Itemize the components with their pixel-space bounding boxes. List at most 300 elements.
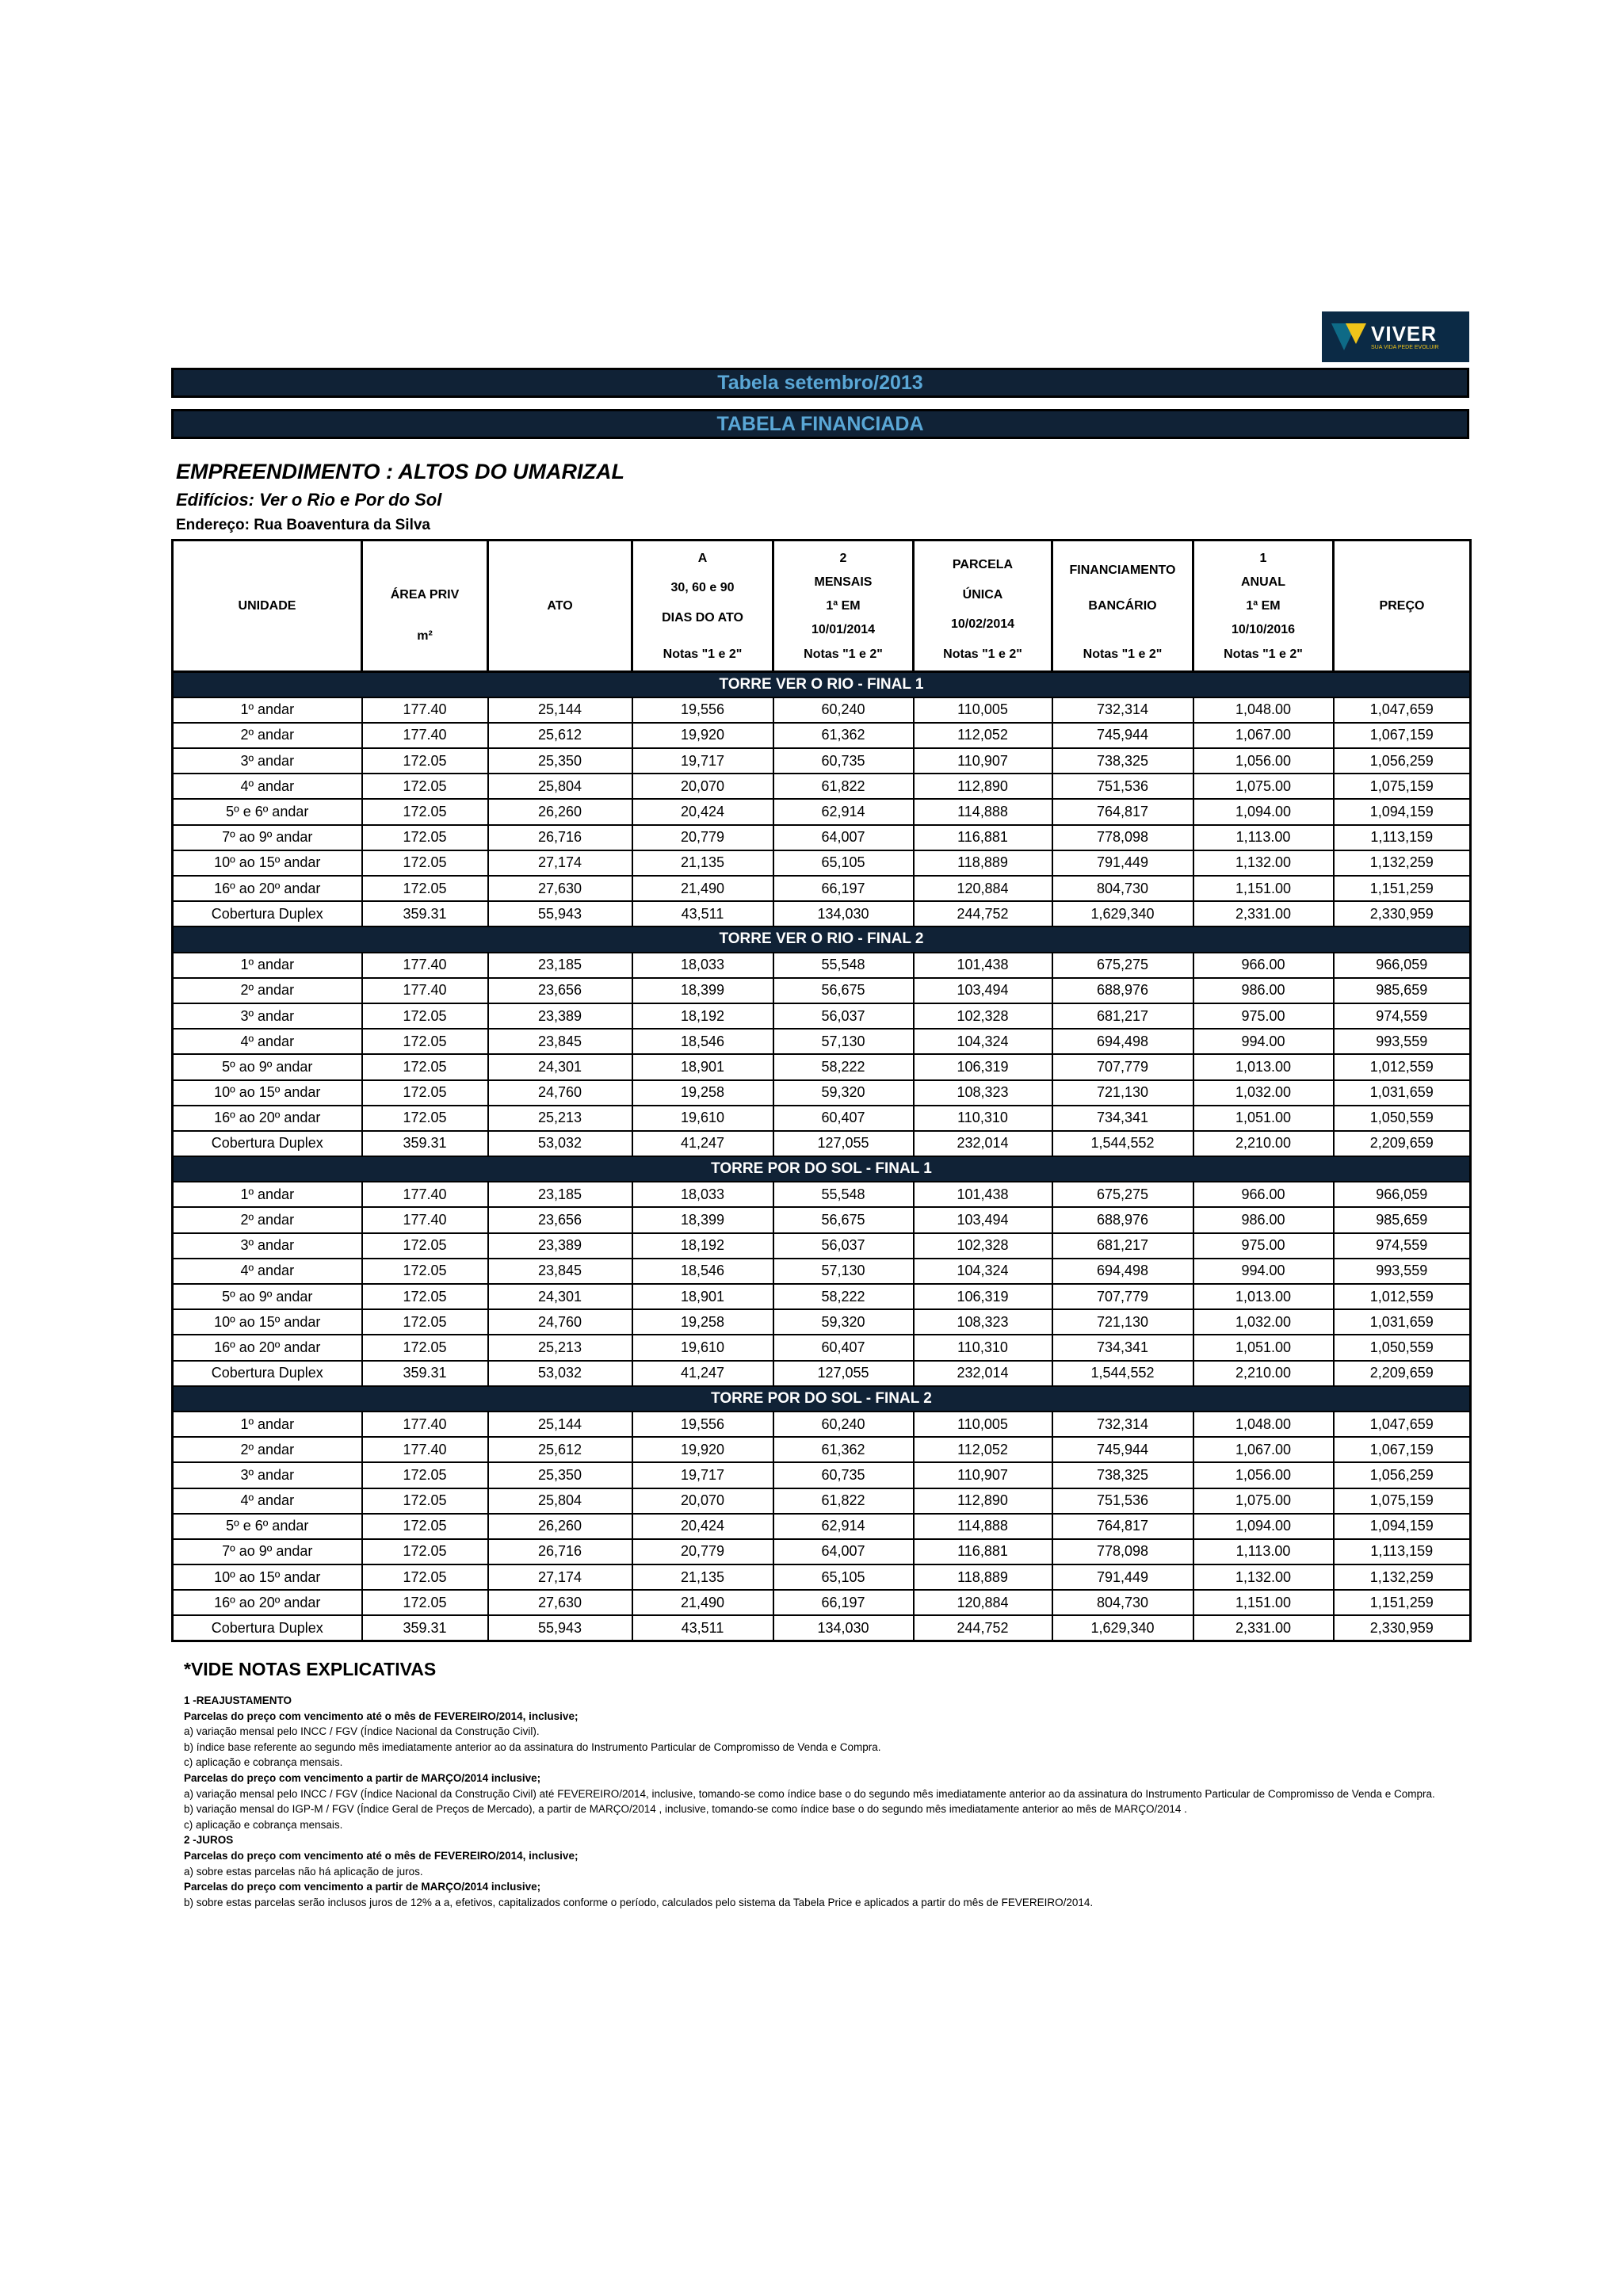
table-row: [173, 1106, 1471, 1131]
table-row: [173, 1309, 1471, 1335]
table-cell: 172.05: [362, 1539, 488, 1564]
table-cell: 61,362: [773, 1437, 914, 1462]
table-cell: 55,548: [773, 1182, 914, 1207]
table-cell: 60,407: [773, 1335, 914, 1360]
table-cell: 172.05: [362, 1309, 488, 1335]
table-cell: 106,319: [914, 1284, 1052, 1309]
table-cell: 172.05: [362, 1488, 488, 1514]
table-cell: 18,546: [632, 1029, 773, 1054]
table-cell: 10º ao 15º andar: [173, 1564, 362, 1590]
table-cell: 681,217: [1052, 1233, 1193, 1259]
table-cell: 177.40: [362, 953, 488, 978]
table-cell: 232,014: [914, 1131, 1052, 1156]
table-cell: 1,094,159: [1334, 1514, 1471, 1539]
table-cell: 359.31: [362, 901, 488, 926]
table-cell: 43,511: [632, 901, 773, 926]
table-cell: 1º andar: [173, 953, 362, 978]
section-header-row: [173, 1156, 1471, 1182]
note-line: 2 -JUROS: [184, 1834, 234, 1847]
table-cell: 16º ao 20º andar: [173, 1335, 362, 1360]
table-cell: 19,610: [632, 1106, 773, 1131]
table-cell: 18,901: [632, 1284, 773, 1309]
table-cell: 1,050,559: [1334, 1106, 1471, 1131]
table-cell: 112,052: [914, 723, 1052, 748]
table-cell: 172.05: [362, 1233, 488, 1259]
table-cell: 5º ao 9º andar: [173, 1284, 362, 1309]
table-cell: 16º ao 20º andar: [173, 876, 362, 901]
table-cell: 1,132,259: [1334, 850, 1471, 876]
table-cell: 1,544,552: [1052, 1131, 1193, 1156]
table-cell: 993,559: [1334, 1029, 1471, 1054]
table-cell: 172.05: [362, 1335, 488, 1360]
table-cell: 18,399: [632, 1207, 773, 1232]
table-row: [173, 1514, 1471, 1539]
table-cell: 60,407: [773, 1106, 914, 1131]
note-line: Parcelas do preço com vencimento até o mês de FEVEREIRO/2014, inclusive;: [184, 1710, 579, 1722]
table-cell: 55,943: [488, 1615, 632, 1641]
table-cell: 778,098: [1052, 825, 1193, 850]
table-cell: 1,094.00: [1193, 1514, 1334, 1539]
table-cell: 18,033: [632, 1182, 773, 1207]
table-row: [173, 1207, 1471, 1232]
table-cell: 25,144: [488, 697, 632, 723]
table-cell: 966,059: [1334, 953, 1471, 978]
table-cell: 19,717: [632, 748, 773, 774]
table-cell: 106,319: [914, 1054, 1052, 1079]
table-cell: 102,328: [914, 1003, 1052, 1029]
table-cell: 56,037: [773, 1003, 914, 1029]
table-cell: 1,075.00: [1193, 774, 1334, 799]
table-cell: 101,438: [914, 1182, 1052, 1207]
table-row: [173, 1182, 1471, 1207]
table-row: [173, 1003, 1471, 1029]
table-cell: 1,031,659: [1334, 1080, 1471, 1106]
table-cell: 23,656: [488, 978, 632, 1003]
table-row: [173, 723, 1471, 748]
table-cell: 110,005: [914, 1412, 1052, 1437]
col-30-60-90: A 30, 60 e 90 DIAS DO ATO Notas "1 e 2": [632, 541, 773, 672]
note-line: b) variação mensal do IGP-M / FGV (Índice Geral de Preços de Mercado), a partir de MARÇO/2014 , inclusive, tomando-se como índice base o do segundo mês imediatamente anterior ao mês de MARÇO/2014 .: [184, 1803, 1187, 1816]
table-cell: 244,752: [914, 1615, 1052, 1641]
table-cell: 5º e 6º andar: [173, 799, 362, 824]
table-cell: Cobertura Duplex: [173, 1131, 362, 1156]
col-financiamento: FINANCIAMENTO BANCÁRIO Notas "1 e 2": [1052, 541, 1193, 672]
table-cell: 25,612: [488, 723, 632, 748]
table-cell: 1,048.00: [1193, 1412, 1334, 1437]
table-cell: 23,389: [488, 1233, 632, 1259]
table-cell: 21,490: [632, 1590, 773, 1615]
table-cell: 10º ao 15º andar: [173, 1309, 362, 1335]
table-row: [173, 1462, 1471, 1488]
table-cell: 732,314: [1052, 1412, 1193, 1437]
table-cell: 25,350: [488, 748, 632, 774]
table-cell: 734,341: [1052, 1106, 1193, 1131]
table-cell: 18,901: [632, 1054, 773, 1079]
table-type-banner: TABELA FINANCIADA: [171, 409, 1469, 439]
table-cell: 681,217: [1052, 1003, 1193, 1029]
table-cell: 172.05: [362, 850, 488, 876]
table-row: [173, 1539, 1471, 1564]
table-cell: 1º andar: [173, 1412, 362, 1437]
table-cell: 2,210.00: [1193, 1361, 1334, 1386]
table-cell: 732,314: [1052, 697, 1193, 723]
note-line: a) variação mensal pelo INCC / FGV (Índice Nacional da Construção Civil) até FEVEREIRO/2014, inclusive, tomando-se como índice base o do segundo mês imediatamente anterior ao da assinatura do Instrumento Particular de Compromisso de Venda e Compra.: [184, 1787, 1435, 1800]
table-row: [173, 697, 1471, 723]
table-cell: 1,132.00: [1193, 1564, 1334, 1590]
table-cell: 177.40: [362, 723, 488, 748]
table-cell: 55,943: [488, 901, 632, 926]
table-cell: 104,324: [914, 1029, 1052, 1054]
table-cell: 1,113.00: [1193, 825, 1334, 850]
table-cell: 688,976: [1052, 1207, 1193, 1232]
table-cell: 56,037: [773, 1233, 914, 1259]
table-cell: 2,210.00: [1193, 1131, 1334, 1156]
table-cell: 19,258: [632, 1309, 773, 1335]
table-cell: 24,760: [488, 1309, 632, 1335]
table-cell: 1º andar: [173, 1182, 362, 1207]
table-cell: 65,105: [773, 850, 914, 876]
table-cell: 64,007: [773, 825, 914, 850]
table-cell: 110,310: [914, 1106, 1052, 1131]
table-cell: 16º ao 20º andar: [173, 1590, 362, 1615]
table-row: [173, 825, 1471, 850]
table-cell: 721,130: [1052, 1080, 1193, 1106]
table-cell: 7º ao 9º andar: [173, 825, 362, 850]
table-cell: 1,151.00: [1193, 876, 1334, 901]
table-cell: 20,070: [632, 1488, 773, 1514]
table-cell: 110,005: [914, 697, 1052, 723]
table-cell: 61,822: [773, 774, 914, 799]
table-cell: 2º andar: [173, 1207, 362, 1232]
table-cell: 4º andar: [173, 1488, 362, 1514]
table-cell: 27,174: [488, 1564, 632, 1590]
table-cell: 244,752: [914, 901, 1052, 926]
table-cell: 110,310: [914, 1335, 1052, 1360]
table-cell: 23,845: [488, 1259, 632, 1284]
table-cell: 177.40: [362, 1412, 488, 1437]
table-cell: 27,630: [488, 1590, 632, 1615]
table-cell: 2,330,959: [1334, 1615, 1471, 1641]
note-line: c) aplicação e cobrança mensais.: [184, 1756, 343, 1769]
table-cell: 112,890: [914, 1488, 1052, 1514]
table-cell: 25,350: [488, 1462, 632, 1488]
table-cell: 3º andar: [173, 748, 362, 774]
table-cell: 62,914: [773, 1514, 914, 1539]
table-cell: 60,735: [773, 748, 914, 774]
table-row: [173, 1335, 1471, 1360]
table-cell: 172.05: [362, 799, 488, 824]
table-cell: 41,247: [632, 1131, 773, 1156]
table-row: [173, 1131, 1471, 1156]
table-cell: 1,075,159: [1334, 774, 1471, 799]
table-cell: 1,075,159: [1334, 1488, 1471, 1514]
table-cell: 120,884: [914, 876, 1052, 901]
table-cell: 804,730: [1052, 876, 1193, 901]
table-cell: 1,067,159: [1334, 1437, 1471, 1462]
table-cell: 43,511: [632, 1615, 773, 1641]
table-cell: 172.05: [362, 748, 488, 774]
table-cell: 55,548: [773, 953, 914, 978]
table-cell: 1,013.00: [1193, 1284, 1334, 1309]
table-row: [173, 1284, 1471, 1309]
table-cell: 41,247: [632, 1361, 773, 1386]
table-cell: 27,630: [488, 876, 632, 901]
note-line: b) sobre estas parcelas serão inclusos juros de 12% a a, efetivos, capitalizados conforme o período, calculados pelo sistema da Tabela Price e aplicados a partir do mês de FEVEREIRO/2014.: [184, 1896, 1094, 1908]
table-cell: 104,324: [914, 1259, 1052, 1284]
table-cell: 112,052: [914, 1437, 1052, 1462]
table-cell: 134,030: [773, 1615, 914, 1641]
table-cell: 1,050,559: [1334, 1335, 1471, 1360]
edificios-subtitle: Edifícios: Ver o Rio e Por do Sol: [176, 490, 442, 510]
table-cell: Cobertura Duplex: [173, 901, 362, 926]
table-cell: 694,498: [1052, 1029, 1193, 1054]
table-cell: 103,494: [914, 1207, 1052, 1232]
table-cell: 10º ao 15º andar: [173, 1080, 362, 1106]
table-cell: 18,033: [632, 953, 773, 978]
table-cell: 172.05: [362, 774, 488, 799]
table-cell: 2,330,959: [1334, 901, 1471, 926]
table-cell: 110,907: [914, 1462, 1052, 1488]
table-cell: 61,822: [773, 1488, 914, 1514]
table-cell: 994.00: [1193, 1029, 1334, 1054]
table-cell: 177.40: [362, 697, 488, 723]
table-cell: 1,056,259: [1334, 1462, 1471, 1488]
table-cell: 57,130: [773, 1029, 914, 1054]
table-cell: 19,556: [632, 697, 773, 723]
note-line: a) variação mensal pelo INCC / FGV (Índice Nacional da Construção Civil).: [184, 1725, 540, 1738]
table-row: [173, 1564, 1471, 1590]
table-cell: 751,536: [1052, 774, 1193, 799]
table-cell: 1,067.00: [1193, 1437, 1334, 1462]
table-cell: 26,260: [488, 799, 632, 824]
table-cell: 25,804: [488, 1488, 632, 1514]
table-cell: 738,325: [1052, 748, 1193, 774]
table-cell: 1,067.00: [1193, 723, 1334, 748]
table-cell: 23,185: [488, 953, 632, 978]
table-row: [173, 1412, 1471, 1437]
table-row: [173, 1437, 1471, 1462]
table-cell: 118,889: [914, 850, 1052, 876]
table-cell: 745,944: [1052, 723, 1193, 748]
table-cell: 4º andar: [173, 1029, 362, 1054]
table-row: [173, 1488, 1471, 1514]
table-row: [173, 1054, 1471, 1079]
table-cell: 177.40: [362, 1182, 488, 1207]
note-line: c) aplicação e cobrança mensais.: [184, 1818, 343, 1831]
note-line: Parcelas do preço com vencimento a partir de MARÇO/2014 inclusive;: [184, 1771, 541, 1784]
section-title: TORRE POR DO SOL - FINAL 1: [173, 1156, 1471, 1182]
table-cell: 688,976: [1052, 978, 1193, 1003]
note-line: b) índice base referente ao segundo mês imediatamente anterior ao da assinatura do Instrumento Particular de Compromisso de Venda e Compra.: [184, 1740, 881, 1753]
table-cell: 2º andar: [173, 978, 362, 1003]
table-row: [173, 850, 1471, 876]
table-cell: 1,544,552: [1052, 1361, 1193, 1386]
table-cell: 3º andar: [173, 1003, 362, 1029]
viver-logo: [1322, 311, 1469, 362]
table-cell: 108,323: [914, 1309, 1052, 1335]
table-cell: 1,051.00: [1193, 1335, 1334, 1360]
table-cell: 25,213: [488, 1335, 632, 1360]
note-line: 1 -REAJUSTAMENTO: [184, 1694, 292, 1706]
table-cell: 53,032: [488, 1361, 632, 1386]
table-row: [173, 1259, 1471, 1284]
table-cell: 58,222: [773, 1054, 914, 1079]
table-cell: 118,889: [914, 1564, 1052, 1590]
table-cell: 134,030: [773, 901, 914, 926]
table-cell: 59,320: [773, 1309, 914, 1335]
col-anual: 1 ANUAL 1ª EM 10/10/2016 Notas "1 e 2": [1193, 541, 1334, 672]
table-cell: 24,301: [488, 1284, 632, 1309]
table-cell: 975.00: [1193, 1233, 1334, 1259]
table-row: [173, 748, 1471, 774]
notes-title: *VIDE NOTAS EXPLICATIVAS: [184, 1659, 437, 1679]
table-cell: 21,135: [632, 850, 773, 876]
table-row: [173, 774, 1471, 799]
table-cell: 116,881: [914, 1539, 1052, 1564]
table-cell: 103,494: [914, 978, 1052, 1003]
table-cell: 25,144: [488, 1412, 632, 1437]
table-row: [173, 1233, 1471, 1259]
table-cell: 707,779: [1052, 1284, 1193, 1309]
table-row: [173, 978, 1471, 1003]
col-mensais: 2 MENSAIS 1ª EM 10/01/2014 Notas "1 e 2": [773, 541, 914, 672]
table-cell: 19,556: [632, 1412, 773, 1437]
price-table: [171, 539, 1472, 1642]
table-cell: 2º andar: [173, 1437, 362, 1462]
table-cell: 19,717: [632, 1462, 773, 1488]
table-cell: 172.05: [362, 1003, 488, 1029]
table-cell: 359.31: [362, 1361, 488, 1386]
table-cell: 177.40: [362, 1207, 488, 1232]
table-cell: 24,301: [488, 1054, 632, 1079]
table-cell: 114,888: [914, 799, 1052, 824]
table-cell: 2,331.00: [1193, 901, 1334, 926]
table-cell: 804,730: [1052, 1590, 1193, 1615]
table-cell: 1,047,659: [1334, 1412, 1471, 1437]
table-cell: 764,817: [1052, 1514, 1193, 1539]
table-cell: 1,094.00: [1193, 799, 1334, 824]
table-cell: 20,779: [632, 825, 773, 850]
table-cell: 172.05: [362, 1054, 488, 1079]
logo-tagline: SUA VIDA PEDE EVOLUIR: [1371, 344, 1439, 350]
table-cell: 172.05: [362, 1080, 488, 1106]
table-cell: 1,075.00: [1193, 1488, 1334, 1514]
table-cell: 1,132,259: [1334, 1564, 1471, 1590]
table-cell: 2,331.00: [1193, 1615, 1334, 1641]
table-cell: Cobertura Duplex: [173, 1361, 362, 1386]
table-cell: 18,546: [632, 1259, 773, 1284]
table-cell: 994.00: [1193, 1259, 1334, 1284]
table-cell: 1,151,259: [1334, 1590, 1471, 1615]
table-cell: 110,907: [914, 748, 1052, 774]
section-title: TORRE VER O RIO - FINAL 2: [173, 926, 1471, 952]
table-cell: 1,151,259: [1334, 876, 1471, 901]
table-cell: 2,209,659: [1334, 1361, 1471, 1386]
empreendimento-title: EMPREENDIMENTO : ALTOS DO UMARIZAL: [176, 460, 624, 483]
table-cell: 1,629,340: [1052, 1615, 1193, 1641]
table-row: [173, 799, 1471, 824]
table-row: [173, 953, 1471, 978]
col-area: ÁREA PRIV m²: [362, 541, 488, 672]
col-ato: ATO: [488, 541, 632, 672]
table-cell: 108,323: [914, 1080, 1052, 1106]
table-cell: 7º ao 9º andar: [173, 1539, 362, 1564]
table-row: [173, 1029, 1471, 1054]
table-cell: 966.00: [1193, 953, 1334, 978]
table-cell: 721,130: [1052, 1309, 1193, 1335]
table-cell: 64,007: [773, 1539, 914, 1564]
table-cell: 1,056.00: [1193, 1462, 1334, 1488]
table-cell: 59,320: [773, 1080, 914, 1106]
table-cell: 26,716: [488, 1539, 632, 1564]
table-row: [173, 1080, 1471, 1106]
table-cell: 18,399: [632, 978, 773, 1003]
table-cell: 1,048.00: [1193, 697, 1334, 723]
section-title: TORRE POR DO SOL - FINAL 2: [173, 1386, 1471, 1412]
table-cell: 985,659: [1334, 978, 1471, 1003]
table-cell: 1,067,159: [1334, 723, 1471, 748]
table-cell: 2º andar: [173, 723, 362, 748]
table-cell: 791,449: [1052, 1564, 1193, 1590]
table-cell: 18,192: [632, 1003, 773, 1029]
table-cell: 23,656: [488, 1207, 632, 1232]
table-cell: 56,675: [773, 1207, 914, 1232]
table-cell: 20,424: [632, 1514, 773, 1539]
table-cell: 25,213: [488, 1106, 632, 1131]
table-cell: 1,056,259: [1334, 748, 1471, 774]
table-cell: 23,845: [488, 1029, 632, 1054]
table-cell: 3º andar: [173, 1233, 362, 1259]
table-cell: 707,779: [1052, 1054, 1193, 1079]
table-cell: 27,174: [488, 850, 632, 876]
table-row: [173, 1615, 1471, 1641]
note-line: Parcelas do preço com vencimento até o mês de FEVEREIRO/2014, inclusive;: [184, 1849, 579, 1862]
table-cell: 177.40: [362, 978, 488, 1003]
table-cell: 58,222: [773, 1284, 914, 1309]
table-cell: 172.05: [362, 1462, 488, 1488]
table-cell: 3º andar: [173, 1462, 362, 1488]
table-cell: 19,258: [632, 1080, 773, 1106]
table-cell: 1,012,559: [1334, 1284, 1471, 1309]
table-cell: 2,209,659: [1334, 1131, 1471, 1156]
table-cell: 172.05: [362, 1106, 488, 1131]
table-cell: 172.05: [362, 1284, 488, 1309]
table-cell: 1,013.00: [1193, 1054, 1334, 1079]
table-cell: 1,151.00: [1193, 1590, 1334, 1615]
table-cell: 172.05: [362, 1564, 488, 1590]
table-cell: 66,197: [773, 1590, 914, 1615]
table-cell: 1,113,159: [1334, 825, 1471, 850]
table-cell: 694,498: [1052, 1259, 1193, 1284]
table-cell: 974,559: [1334, 1003, 1471, 1029]
table-cell: 24,760: [488, 1080, 632, 1106]
table-cell: 16º ao 20º andar: [173, 1106, 362, 1131]
table-cell: 1,047,659: [1334, 697, 1471, 723]
table-cell: 751,536: [1052, 1488, 1193, 1514]
section-header-row: [173, 672, 1471, 697]
table-cell: 738,325: [1052, 1462, 1193, 1488]
table-cell: 177.40: [362, 1437, 488, 1462]
table-cell: 1,113,159: [1334, 1539, 1471, 1564]
table-cell: 675,275: [1052, 1182, 1193, 1207]
section-header-row: [173, 1386, 1471, 1412]
table-cell: 5º ao 9º andar: [173, 1054, 362, 1079]
table-cell: 23,389: [488, 1003, 632, 1029]
section-title: TORRE VER O RIO - FINAL 1: [173, 672, 1471, 697]
table-cell: 20,424: [632, 799, 773, 824]
table-row: [173, 901, 1471, 926]
table-cell: 993,559: [1334, 1259, 1471, 1284]
